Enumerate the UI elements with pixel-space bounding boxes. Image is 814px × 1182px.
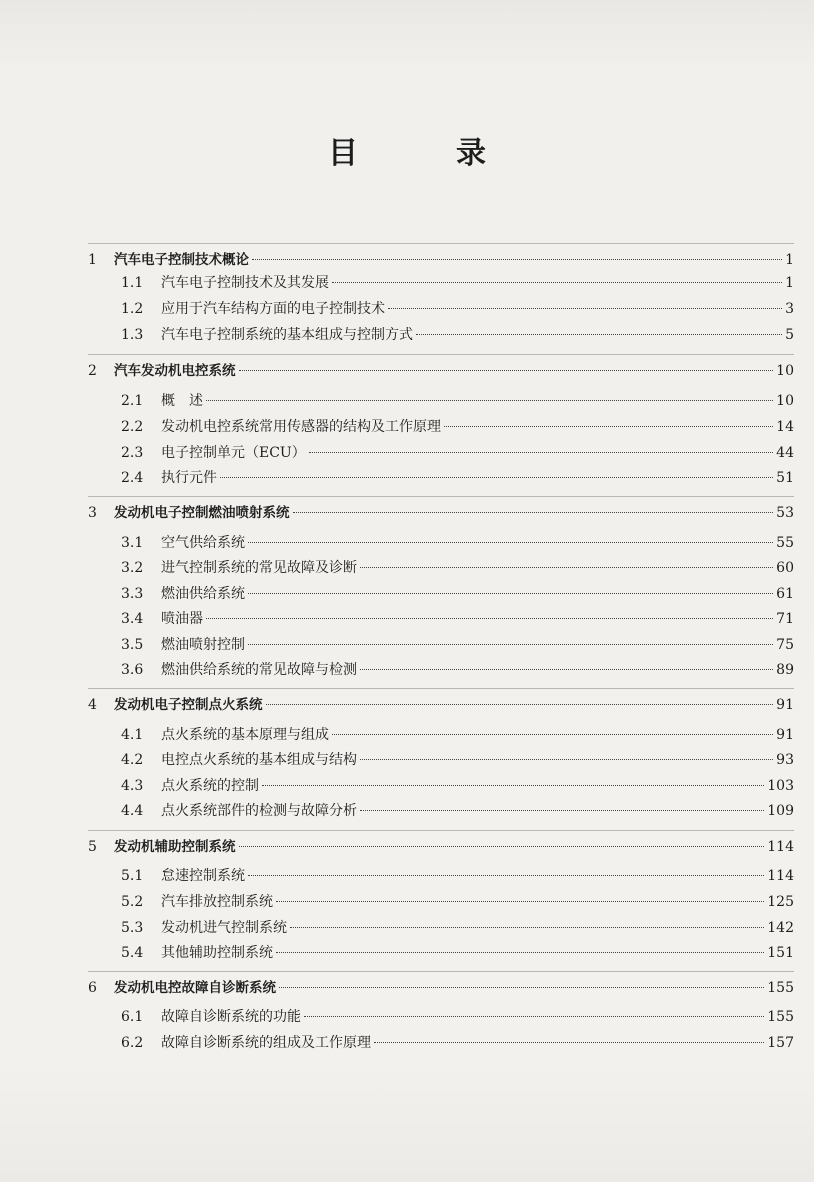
entry-page-number: 10 [776, 393, 794, 409]
toc-section-entry [88, 417, 794, 437]
entry-page-number: 3 [785, 301, 794, 317]
toc-section-entry [88, 468, 794, 488]
entry-page-number: 91 [776, 697, 794, 713]
entry-title: 喷油器 [161, 611, 203, 627]
entry-number: 3.6 [121, 662, 144, 678]
entry-number: 2 [88, 363, 97, 379]
entry-page-number: 10 [776, 363, 794, 379]
entry-number: 1.2 [121, 301, 144, 317]
entry-number: 4 [88, 697, 97, 713]
dot-leader [293, 512, 774, 513]
toc-chapter-entry [88, 978, 794, 998]
toc-section-entry [88, 609, 794, 629]
entry-page-number: 114 [767, 868, 794, 884]
entry-number: 4.1 [121, 727, 144, 743]
entry-page-number: 103 [767, 778, 794, 794]
dot-leader [360, 810, 764, 811]
dot-leader [304, 1016, 764, 1017]
entry-page-number: 55 [776, 535, 794, 551]
toc-section-entry [88, 1033, 794, 1053]
entry-page-number: 93 [776, 752, 794, 768]
entry-title: 发动机电子控制燃油喷射系统 [114, 505, 290, 521]
chapter-divider [88, 971, 794, 972]
entry-page-number: 151 [767, 945, 794, 961]
entry-title: 应用于汽车结构方面的电子控制技术 [161, 301, 385, 317]
dot-leader [444, 426, 773, 427]
entry-page-number: 61 [776, 586, 794, 602]
entry-title: 燃油喷射控制 [161, 637, 245, 653]
entry-title: 执行元件 [161, 470, 217, 486]
toc-section-entry [88, 443, 794, 463]
entry-page-number: 89 [776, 662, 794, 678]
entry-number: 3.5 [121, 637, 144, 653]
entry-title: 汽车排放控制系统 [161, 894, 273, 910]
dot-leader [276, 952, 764, 953]
entry-number: 3 [88, 505, 97, 521]
toc-chapter-entry [88, 361, 794, 381]
toc-section-entry [88, 391, 794, 411]
entry-number: 2.2 [121, 419, 144, 435]
toc-chapter-entry [88, 837, 794, 857]
toc-section-entry [88, 918, 794, 938]
chapter-divider [88, 496, 794, 497]
toc-chapter-entry [88, 695, 794, 715]
toc-section-entry [88, 1007, 794, 1027]
toc-section-entry [88, 584, 794, 604]
entry-page-number: 44 [776, 445, 794, 461]
entry-title: 汽车电子控制技术概论 [114, 252, 249, 268]
entry-page-number: 75 [776, 637, 794, 653]
dot-leader [279, 987, 764, 988]
entry-number: 5.2 [121, 894, 144, 910]
dot-leader [309, 452, 773, 453]
dot-leader [332, 734, 773, 735]
entry-number: 6.1 [121, 1009, 144, 1025]
entry-number: 5 [88, 839, 97, 855]
toc-section-entry [88, 558, 794, 578]
entry-number: 6.2 [121, 1035, 144, 1051]
dot-leader [262, 785, 764, 786]
entry-number: 5.3 [121, 920, 144, 936]
toc-section-entry [88, 943, 794, 963]
entry-number: 2.1 [121, 393, 144, 409]
dot-leader [248, 542, 773, 543]
entry-title: 电控点火系统的基本组成与结构 [161, 752, 357, 768]
dot-leader [388, 308, 782, 309]
entry-number: 4.4 [121, 803, 144, 819]
chapter-divider [88, 243, 794, 244]
dot-leader [290, 927, 764, 928]
entry-number: 2.3 [121, 445, 144, 461]
dot-leader [206, 618, 773, 619]
entry-page-number: 60 [776, 560, 794, 576]
toc-section-entry [88, 750, 794, 770]
entry-title: 点火系统部件的检测与故障分析 [161, 803, 357, 819]
dot-leader [239, 846, 765, 847]
entry-title: 发动机电控故障自诊断系统 [114, 980, 276, 996]
entry-page-number: 155 [767, 980, 794, 996]
entry-title: 点火系统的基本原理与组成 [161, 727, 329, 743]
page-title: 目 录 [328, 136, 520, 171]
entry-number: 3.2 [121, 560, 144, 576]
dot-leader [252, 259, 782, 260]
entry-page-number: 1 [785, 252, 794, 268]
dot-leader [276, 901, 764, 902]
entry-number: 1.3 [121, 327, 144, 343]
toc-chapter-entry [88, 503, 794, 523]
entry-title: 燃油供给系统 [161, 586, 245, 602]
entry-page-number: 157 [767, 1035, 794, 1051]
entry-title: 发动机电子控制点火系统 [114, 697, 263, 713]
entry-page-number: 51 [776, 470, 794, 486]
entry-title: 故障自诊断系统的功能 [161, 1009, 301, 1025]
entry-title: 汽车电子控制技术及其发展 [161, 275, 329, 291]
dot-leader [360, 669, 773, 670]
entry-title: 发动机辅助控制系统 [114, 839, 236, 855]
toc-section-entry [88, 299, 794, 319]
entry-title: 故障自诊断系统的组成及工作原理 [161, 1035, 371, 1051]
entry-number: 3.4 [121, 611, 144, 627]
entry-number: 5.4 [121, 945, 144, 961]
toc-section-entry [88, 325, 794, 345]
entry-page-number: 71 [776, 611, 794, 627]
entry-number: 4.2 [121, 752, 144, 768]
entry-page-number: 5 [785, 327, 794, 343]
entry-title: 怠速控制系统 [161, 868, 245, 884]
entry-number: 3.1 [121, 535, 144, 551]
chapter-divider [88, 354, 794, 355]
entry-page-number: 53 [776, 505, 794, 521]
dot-leader [360, 567, 773, 568]
toc-section-entry [88, 635, 794, 655]
entry-title: 发动机电控系统常用传感器的结构及工作原理 [161, 419, 441, 435]
entry-title: 汽车发动机电控系统 [114, 363, 236, 379]
dot-leader [360, 759, 773, 760]
entry-page-number: 125 [767, 894, 794, 910]
entry-page-number: 14 [776, 419, 794, 435]
entry-number: 1.1 [121, 275, 144, 291]
entry-number: 4.3 [121, 778, 144, 794]
entry-page-number: 114 [767, 839, 794, 855]
toc-section-entry [88, 866, 794, 886]
entry-page-number: 142 [767, 920, 794, 936]
dot-leader [266, 704, 774, 705]
chapter-divider [88, 688, 794, 689]
entry-page-number: 91 [776, 727, 794, 743]
entry-number: 2.4 [121, 470, 144, 486]
dot-leader [416, 334, 782, 335]
entry-page-number: 109 [767, 803, 794, 819]
entry-number: 5.1 [121, 868, 144, 884]
entry-title: 其他辅助控制系统 [161, 945, 273, 961]
toc-section-entry [88, 776, 794, 796]
toc-section-entry [88, 533, 794, 553]
dot-leader [248, 875, 764, 876]
entry-number: 3.3 [121, 586, 144, 602]
toc-section-entry [88, 660, 794, 680]
dot-leader [239, 370, 774, 371]
dot-leader [248, 644, 773, 645]
entry-number: 6 [88, 980, 97, 996]
dot-leader [332, 282, 782, 283]
entry-title: 燃油供给系统的常见故障与检测 [161, 662, 357, 678]
entry-number: 1 [88, 252, 97, 268]
entry-title: 发动机进气控制系统 [161, 920, 287, 936]
toc-section-entry [88, 725, 794, 745]
dot-leader [374, 1042, 764, 1043]
entry-page-number: 155 [767, 1009, 794, 1025]
dot-leader [220, 477, 773, 478]
entry-title: 空气供给系统 [161, 535, 245, 551]
dot-leader [248, 593, 773, 594]
toc-chapter-entry [88, 250, 794, 270]
toc-section-entry [88, 892, 794, 912]
entry-title: 概 述 [161, 393, 203, 409]
chapter-divider [88, 830, 794, 831]
entry-title: 汽车电子控制系统的基本组成与控制方式 [161, 327, 413, 343]
entry-title: 点火系统的控制 [161, 778, 259, 794]
toc-section-entry [88, 801, 794, 821]
entry-title: 进气控制系统的常见故障及诊断 [161, 560, 357, 576]
toc-section-entry [88, 273, 794, 293]
entry-title: 电子控制单元（ECU） [161, 445, 306, 461]
dot-leader [206, 400, 773, 401]
entry-page-number: 1 [785, 275, 794, 291]
